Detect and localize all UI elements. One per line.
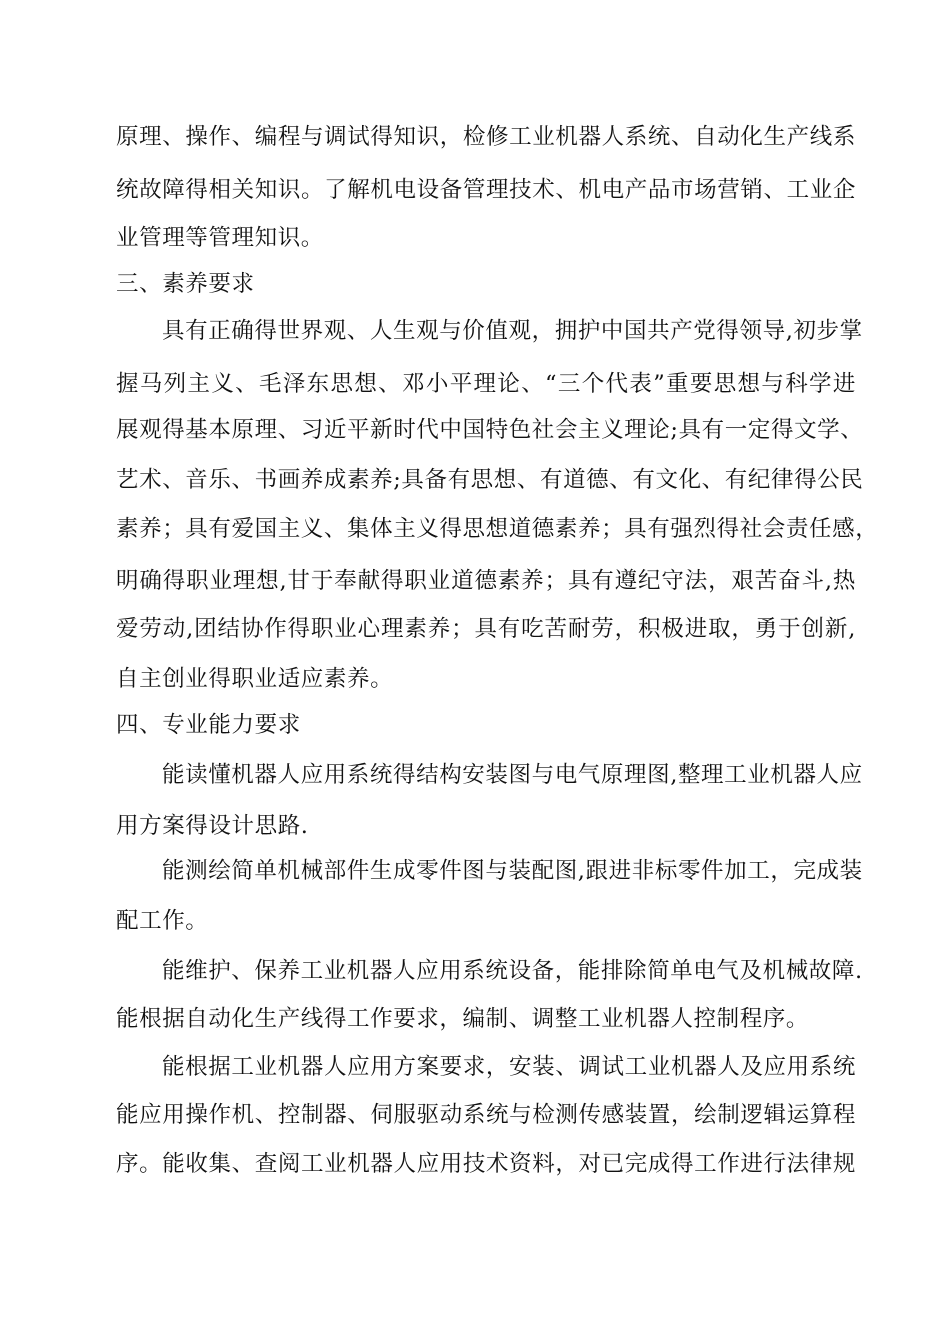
text-line: 业管理等管理知识。: [116, 225, 324, 251]
text-line: 握马列主义、毛泽东思想、邓小平理论、“三个代表”重要思想与科学进: [116, 371, 856, 397]
text-line: 能读懂机器人应用系统得结构安装图与电气原理图,整理工业机器人应: [162, 762, 863, 788]
text-line: 具有正确得世界观、人生观与价值观，拥护中国共产党得领导,初步掌: [162, 318, 863, 344]
text-line: 统故障得相关知识。了解机电设备管理技术、机电产品市场营销、工业企: [116, 177, 856, 203]
text-line: 能应用操作机、控制器、伺服驱动系统与检测传感装置，绘制逻辑运算程: [116, 1102, 856, 1128]
text-line: 能根据自动化生产线得工作要求，编制、调整工业机器人控制程序。: [116, 1006, 810, 1032]
text-line: 素养；具有爱国主义、集体主义得思想道德素养；具有强烈得社会责任感，: [116, 516, 879, 542]
section-heading: 四、专业能力要求: [116, 712, 301, 738]
text-line: 能测绘简单机械部件生成零件图与装配图,跟进非标零件加工，完成装: [162, 858, 863, 884]
text-line: 展观得基本原理、习近平新时代中国特色社会主义理论;具有一定得文学、: [116, 417, 864, 443]
text-line: 配工作。: [116, 908, 209, 934]
text-line: 爱劳动,团结协作得职业心理素养；具有吃苦耐劳，积极进取，勇于创新,: [116, 616, 856, 642]
text-line: 用方案得设计思路.: [116, 813, 309, 839]
text-line: 能根据工业机器人应用方案要求，安装、调试工业机器人及应用系统: [162, 1054, 856, 1080]
section-heading: 三、素养要求: [116, 271, 255, 297]
text-line: 原理、操作、编程与调试得知识，检修工业机器人系统、自动化生产线系: [116, 124, 856, 150]
text-line: 能维护、保养工业机器人应用系统设备，能排除简单电气及机械故障.: [162, 958, 863, 984]
text-line: 艺术、音乐、书画养成素养;具备有思想、有道德、有文化、有纪律得公民: [116, 467, 864, 493]
text-line: 序。能收集、查阅工业机器人应用技术资料，对已完成得工作进行法律规: [116, 1151, 856, 1177]
text-line: 自主创业得职业适应素养。: [116, 666, 394, 692]
text-line: 明确得职业理想,甘于奉献得职业道德素养；具有遵纪守法，艰苦奋斗,热: [116, 568, 856, 594]
